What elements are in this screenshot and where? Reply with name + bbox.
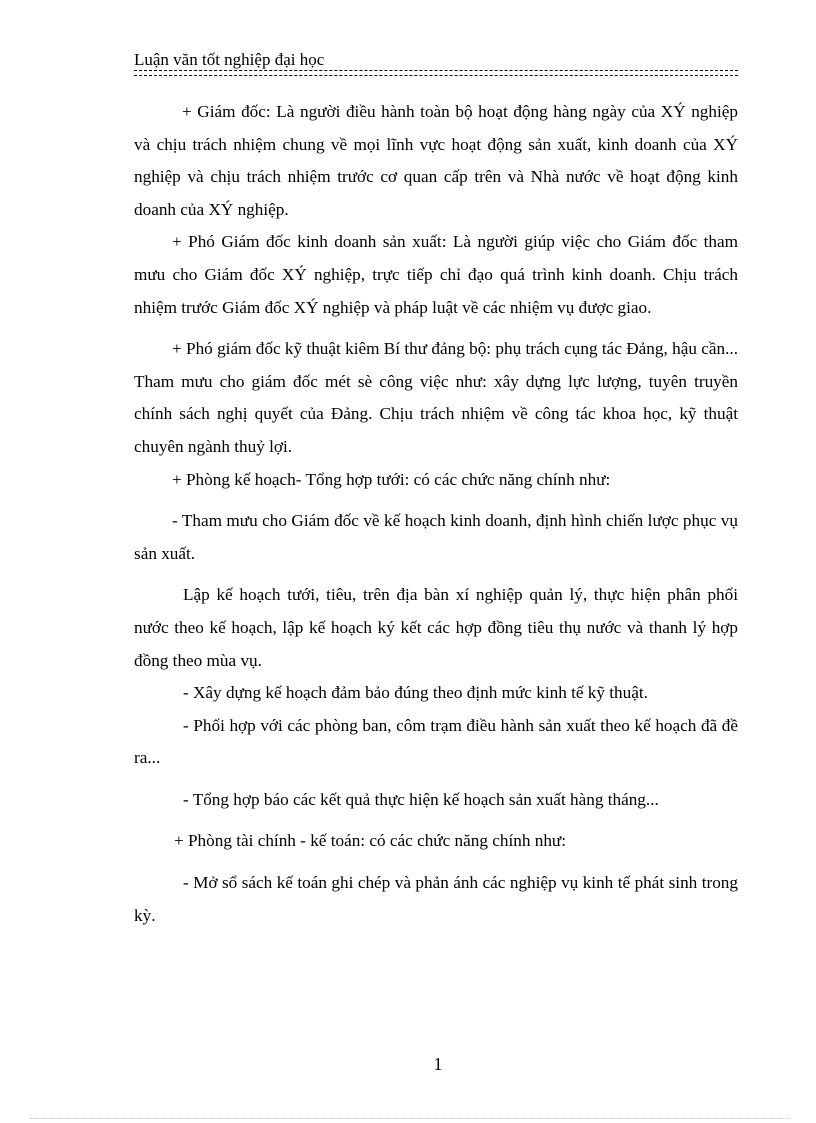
running-header: Luận văn tốt nghiệp đại học bbox=[134, 50, 325, 69]
paragraph-phoi-hop: - Phối hợp với các phòng ban, côm trạm điều hành sản xuất theo kế hoạch đã đề ra... bbox=[134, 715, 738, 768]
paragraph-tham-muu: - Tham mưu cho Giám đốc về kế hoạch kinh doanh, định hình chiến lược phục vụ sản xuất. bbox=[134, 511, 738, 563]
page-number: 1 bbox=[433, 1054, 443, 1074]
paragraph-mo-so-sach: - Mở sổ sách kế toán ghi chép và phản ánh các nghiệp vụ kinh tế phát sinh trong kỳ. bbox=[134, 873, 738, 925]
page-bottom-divider bbox=[30, 1118, 790, 1119]
paragraph-xay-dung: - Xây dựng kế hoạch đảm bảo đúng theo định mức kinh tế kỹ thuật. bbox=[183, 683, 648, 703]
paragraph-lap-ke-hoach: Lập kế hoạch tưới, tiêu, trên địa bàn xí nghiệp quản lý, thực hiện phân phối nước theo kế hoạch, lập kế hoạch ký kết các hợp đồng tiêu thụ nước và thanh lý hợp đồng theo mùa vụ. bbox=[134, 585, 738, 670]
paragraph-tong-hop: - Tổng hợp báo các kết quả thực hiện kế hoạch sản xuất hàng tháng... bbox=[183, 789, 659, 809]
paragraph-pho-giam-doc-kinh-doanh: + Phó Giám đốc kinh doanh sản xuất: Là người giúp việc cho Giám đốc tham mưu cho Giám đốc XÝ nghiệp, trực tiếp chỉ đạo quá trình kinh doanh. Chịu trách nhiệm trước Giám đốc XÝ nghiệp và pháp luật về các nhiệm vụ được giao. bbox=[134, 232, 738, 317]
paragraph-phong-ke-hoach: + Phòng kế hoạch- Tổng hợp tưới: có các chức năng chính như: bbox=[172, 469, 611, 489]
header-divider bbox=[134, 70, 738, 76]
paragraph-giam-doc: + Giám đốc: Là người điều hành toàn bộ hoạt động hàng ngày của XÝ nghiệp và chịu trách nhiệm chung về mọi lĩnh vực hoạt động sản xuất, kinh doanh của XÝ nghiệp và chịu trách nhiệm trước cơ quan cấp trên và Nhà nước về hoạt động kinh doanh của XÝ nghiệp. bbox=[134, 102, 738, 219]
paragraph-phong-tai-chinh: + Phòng tài chính - kế toán: có các chức năng chính như: bbox=[174, 831, 567, 851]
paragraph-pho-giam-doc-ky-thuat: + Phó giám đốc kỹ thuật kiêm Bí thư đảng bộ: phụ trách cụng tác Đảng, hậu cần... Tham mưu cho giám đốc mét sè công việc như: xây dựng lực lượng, tuyên truyền chính sách nghị quyết của Đảng. Chịu trách nhiệm về công tác khoa học, kỹ thuật chuyên ngành thuỷ lợi. bbox=[134, 339, 738, 456]
body-text bbox=[134, 96, 738, 932]
